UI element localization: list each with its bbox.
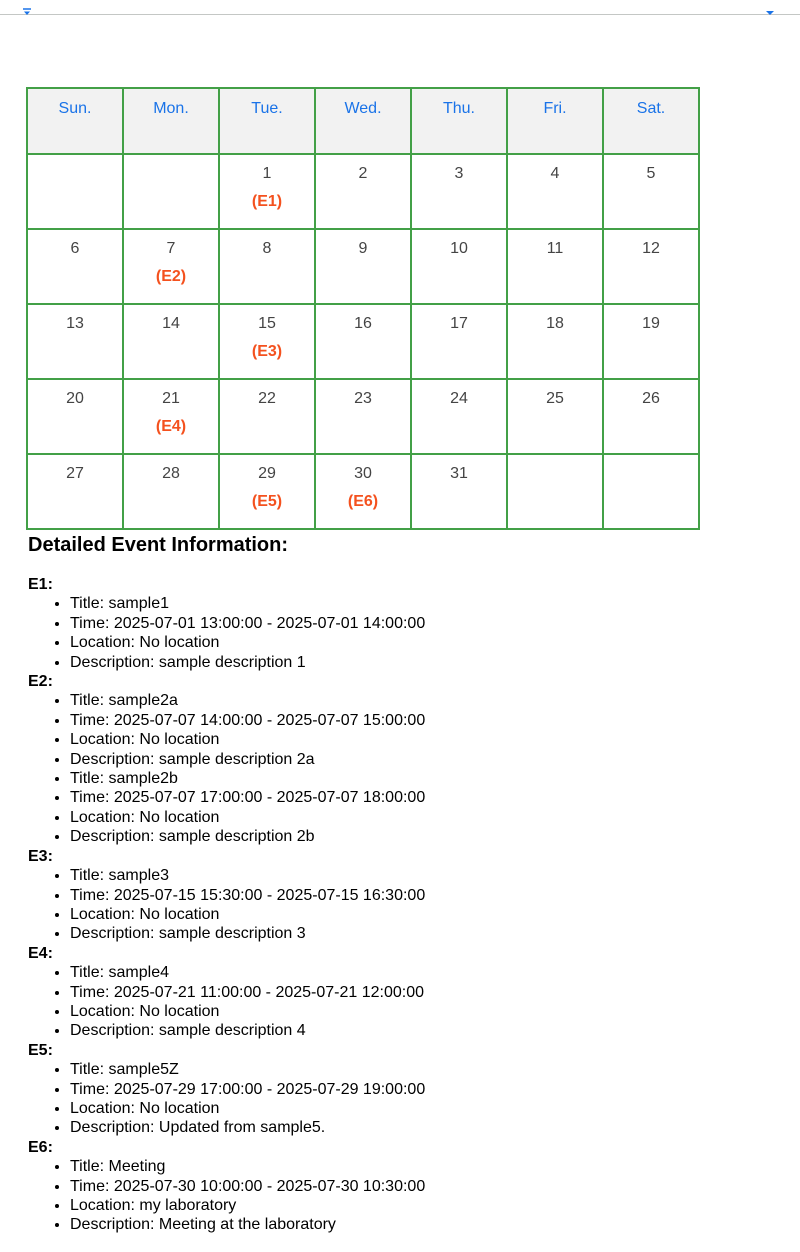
event-key-label: E6: bbox=[28, 1138, 53, 1156]
calendar-day-cell[interactable] bbox=[123, 379, 219, 454]
weekday-header: Thu. bbox=[411, 88, 507, 154]
calendar-day-cell[interactable] bbox=[123, 454, 219, 529]
event-detail-item: • Title: sample5Z bbox=[70, 1060, 788, 1079]
event-marker[interactable]: (E4) bbox=[155, 418, 187, 435]
event-detail-item: • Time: 2025-07-21 11:00:00 - 2025-07-21 12:00:00 bbox=[70, 983, 788, 1002]
event-detail-item: • Location: No location bbox=[70, 808, 788, 827]
day-number: 27 bbox=[66, 465, 84, 482]
day-number: 13 bbox=[66, 315, 84, 332]
day-number: 19 bbox=[642, 315, 660, 332]
event-detail-list bbox=[28, 691, 788, 846]
calendar-weeks bbox=[27, 154, 699, 529]
calendar-day-cell[interactable] bbox=[219, 154, 315, 229]
event-detail-item: • Description: sample description 2a bbox=[70, 750, 788, 769]
calendar-day-cell[interactable] bbox=[123, 154, 219, 229]
day-number: 7 bbox=[166, 240, 176, 257]
calendar-day-cell[interactable] bbox=[27, 154, 123, 229]
day-number: 12 bbox=[642, 240, 660, 257]
calendar-day-cell[interactable] bbox=[123, 304, 219, 379]
event-detail-list bbox=[28, 1060, 788, 1138]
event-detail-item: • Time: 2025-07-01 13:00:00 - 2025-07-01 14:00:00 bbox=[70, 614, 788, 633]
day-number: 1 bbox=[262, 165, 272, 182]
day-number: 11 bbox=[546, 240, 564, 257]
event-detail-list bbox=[28, 594, 788, 672]
event-detail-item: • Title: Meeting bbox=[70, 1157, 788, 1176]
filter-icon[interactable] bbox=[22, 3, 32, 11]
month-calendar bbox=[26, 87, 700, 530]
event-key-label: E2: bbox=[28, 673, 53, 691]
event-detail-list bbox=[28, 963, 788, 1041]
day-number: 28 bbox=[162, 465, 180, 482]
event-detail-item: • Location: my laboratory bbox=[70, 1196, 788, 1215]
day-number: 26 bbox=[642, 390, 660, 407]
event-detail-item: • Title: sample2b bbox=[70, 769, 788, 788]
calendar-day-cell[interactable] bbox=[315, 154, 411, 229]
event-key-label: E4: bbox=[28, 944, 53, 962]
day-number: 14 bbox=[162, 315, 180, 332]
event-marker[interactable]: (E3) bbox=[251, 343, 283, 360]
calendar-day-cell[interactable] bbox=[507, 454, 603, 529]
day-number: 31 bbox=[450, 465, 468, 482]
event-key-label: E5: bbox=[28, 1041, 53, 1059]
calendar-week-row bbox=[27, 154, 699, 229]
calendar-day-cell[interactable] bbox=[507, 304, 603, 379]
event-detail-item: • Location: No location bbox=[70, 730, 788, 749]
day-number: 30 bbox=[354, 465, 372, 482]
event-detail-item: • Time: 2025-07-07 17:00:00 - 2025-07-07 18:00:00 bbox=[70, 788, 788, 807]
event-list bbox=[28, 575, 788, 1235]
event-marker[interactable]: (E6) bbox=[347, 493, 379, 510]
calendar-week-row bbox=[27, 229, 699, 304]
day-number: 16 bbox=[354, 315, 372, 332]
day-number: 25 bbox=[546, 390, 564, 407]
event-detail-item: • Title: sample4 bbox=[70, 963, 788, 982]
event-detail-item: • Title: sample1 bbox=[70, 594, 788, 613]
dropdown-arrow-icon[interactable] bbox=[765, 3, 775, 11]
details-heading: Detailed Event Information: bbox=[28, 534, 289, 556]
calendar-week-row bbox=[27, 454, 699, 529]
calendar-day-cell[interactable] bbox=[219, 454, 315, 529]
event-detail-item: • Time: 2025-07-29 17:00:00 - 2025-07-29 19:00:00 bbox=[70, 1080, 788, 1099]
event-key-label: E3: bbox=[28, 847, 53, 865]
calendar-day-cell[interactable] bbox=[27, 454, 123, 529]
calendar-week-row bbox=[27, 304, 699, 379]
event-marker[interactable]: (E2) bbox=[155, 268, 187, 285]
top-toolbar bbox=[0, 0, 800, 15]
calendar-day-cell[interactable] bbox=[603, 154, 699, 229]
event-detail-item: • Description: sample description 3 bbox=[70, 924, 788, 943]
day-number: 24 bbox=[450, 390, 468, 407]
day-number: 6 bbox=[70, 240, 80, 257]
event-detail-list bbox=[28, 866, 788, 944]
calendar-day-cell[interactable] bbox=[603, 304, 699, 379]
calendar-day-cell[interactable] bbox=[315, 379, 411, 454]
calendar-day-cell[interactable] bbox=[219, 379, 315, 454]
event-details-section bbox=[28, 533, 788, 1235]
weekday-header-row bbox=[27, 88, 699, 154]
weekday-header: Fri. bbox=[507, 88, 603, 154]
calendar-day-cell[interactable] bbox=[411, 454, 507, 529]
calendar-day-cell[interactable] bbox=[411, 229, 507, 304]
event-detail-item: • Location: No location bbox=[70, 1099, 788, 1118]
calendar-day-cell[interactable] bbox=[603, 229, 699, 304]
day-number: 18 bbox=[546, 315, 564, 332]
calendar-day-cell[interactable] bbox=[315, 304, 411, 379]
calendar-day-cell[interactable] bbox=[603, 379, 699, 454]
calendar-day-cell[interactable] bbox=[411, 154, 507, 229]
weekday-header: Sun. bbox=[27, 88, 123, 154]
day-number: 22 bbox=[258, 390, 276, 407]
weekday-header: Mon. bbox=[123, 88, 219, 154]
calendar-day-cell[interactable] bbox=[27, 229, 123, 304]
calendar-day-cell[interactable] bbox=[315, 454, 411, 529]
day-number: 20 bbox=[66, 390, 84, 407]
day-number: 29 bbox=[258, 465, 276, 482]
calendar-day-cell[interactable] bbox=[123, 229, 219, 304]
event-detail-item: • Title: sample2a bbox=[70, 691, 788, 710]
calendar-day-cell[interactable] bbox=[507, 154, 603, 229]
calendar-day-cell[interactable] bbox=[411, 379, 507, 454]
event-detail-item: • Location: No location bbox=[70, 633, 788, 652]
calendar-day-cell[interactable] bbox=[27, 304, 123, 379]
day-number: 3 bbox=[454, 165, 464, 182]
calendar-day-cell[interactable] bbox=[219, 229, 315, 304]
day-number: 8 bbox=[262, 240, 272, 257]
day-number: 4 bbox=[550, 165, 560, 182]
event-detail-item: • Location: No location bbox=[70, 1002, 788, 1021]
event-key-label: E1: bbox=[28, 576, 53, 593]
day-number: 5 bbox=[646, 165, 656, 182]
calendar-day-cell[interactable] bbox=[507, 229, 603, 304]
calendar-day-cell[interactable] bbox=[219, 304, 315, 379]
event-detail-item: • Description: sample description 1 bbox=[70, 653, 788, 672]
event-detail-item: • Description: sample description 2b bbox=[70, 827, 788, 846]
day-number: 17 bbox=[450, 315, 468, 332]
event-detail-item: • Location: No location bbox=[70, 905, 788, 924]
calendar-week-row bbox=[27, 379, 699, 454]
day-number: 15 bbox=[258, 315, 276, 332]
day-number: 10 bbox=[450, 240, 468, 257]
day-number: 23 bbox=[354, 390, 372, 407]
event-marker[interactable]: (E1) bbox=[251, 193, 283, 210]
calendar-day-cell[interactable] bbox=[603, 454, 699, 529]
weekday-header: Sat. bbox=[603, 88, 699, 154]
event-detail-item: • Time: 2025-07-30 10:00:00 - 2025-07-30 10:30:00 bbox=[70, 1177, 788, 1196]
day-number: 9 bbox=[358, 240, 368, 257]
event-detail-item: • Time: 2025-07-15 15:30:00 - 2025-07-15 16:30:00 bbox=[70, 886, 788, 905]
weekday-header: Tue. bbox=[219, 88, 315, 154]
event-detail-item: • Description: sample description 4 bbox=[70, 1021, 788, 1040]
event-detail-item: • Title: sample3 bbox=[70, 866, 788, 885]
calendar-day-cell[interactable] bbox=[315, 229, 411, 304]
calendar-day-cell[interactable] bbox=[411, 304, 507, 379]
day-number: 2 bbox=[358, 165, 368, 182]
weekday-header: Wed. bbox=[315, 88, 411, 154]
event-detail-item: • Time: 2025-07-07 14:00:00 - 2025-07-07 15:00:00 bbox=[70, 711, 788, 730]
day-number: 21 bbox=[162, 390, 180, 407]
event-detail-item: • Description: Updated from sample5. bbox=[70, 1118, 788, 1137]
event-detail-item: • Description: Meeting at the laboratory bbox=[70, 1215, 788, 1234]
event-marker[interactable]: (E5) bbox=[251, 493, 283, 510]
event-detail-list bbox=[28, 1157, 788, 1235]
calendar-day-cell[interactable] bbox=[507, 379, 603, 454]
calendar-day-cell[interactable] bbox=[27, 379, 123, 454]
